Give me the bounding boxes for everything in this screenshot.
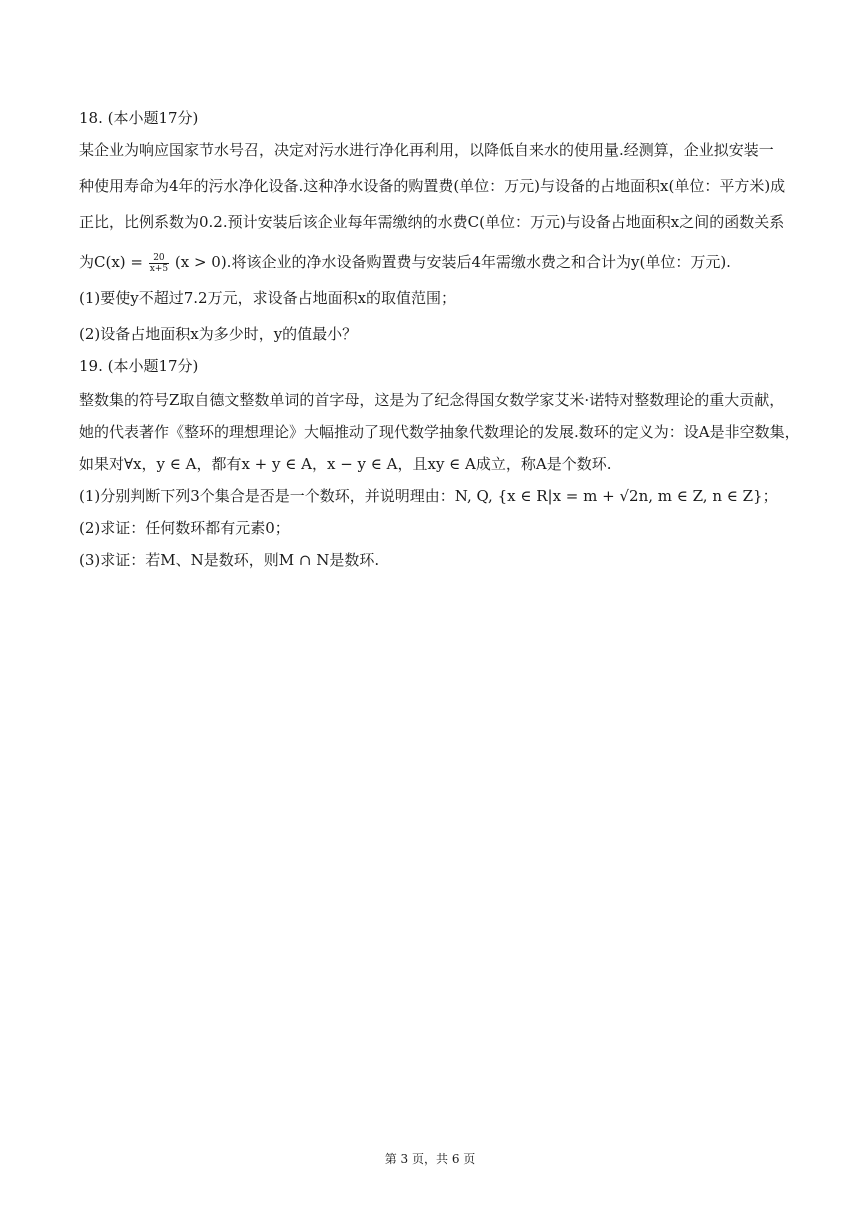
q19-subquestion-2: (2)求证：任何数环都有元素0； xyxy=(79,519,290,537)
q18-paragraph-line-3: 正比，比例系数为0.2.预计安装后该企业每年需缴纳的水费C(单位：万元)与设备占地面积x之间的函数关系 xyxy=(79,213,785,231)
q18-paragraph-line-1: 某企业为响应国家节水号召，决定对污水进行净化再利用，以降低自来水的使用量.经测算，企业拟安装一 xyxy=(79,141,774,159)
q18-paragraph-line-2: 种使用寿命为4年的污水净化设备.这种净水设备的购置费(单位：万元)与设备的占地面积x(单位：平方米)成 xyxy=(79,177,786,195)
q18-line4-prefix: 为C(x) = xyxy=(79,253,148,271)
q19-paragraph-line-1: 整数集的符号Z取自德文整数单词的首字母，这是为了纪念得国女数学家艾米·诺特对整数理论的重大贡献， xyxy=(79,391,785,409)
fraction-denominator: x+5 xyxy=(149,263,169,274)
q19-subquestion-1: (1)分别判断下列3个集合是否是一个数环，并说明理由：N, Q, {x ∈ R|x = m + √2n, m ∈ Z, n ∈ Z}； xyxy=(79,487,778,505)
q19-subquestion-3: (3)求证：若M、N是数环，则M ∩ N是数环. xyxy=(79,551,380,569)
q18-paragraph-line-4 xyxy=(79,252,731,274)
q18-line4-suffix: (x > 0).将该企业的净水设备购置费与安装后4年需缴水费之和合计为y(单位：万元). xyxy=(170,253,731,271)
q18-subquestion-1: (1)要使y不超过7.2万元，求设备占地面积x的取值范围； xyxy=(79,289,457,307)
q18-heading: 18. (本小题17分) xyxy=(79,109,199,127)
page-footer: 第 3 页，共 6 页 xyxy=(384,1152,476,1166)
q19-paragraph-line-3: 如果对∀x，y ∈ A，都有x + y ∈ A，x − y ∈ A，且xy ∈ A成立，称A是个数环. xyxy=(79,455,612,473)
cost-function-fraction xyxy=(149,253,169,274)
q19-paragraph-line-2: 她的代表著作《整环的理想理论》大幅推动了现代数学抽象代数理论的发展.数环的定义为：设A是非空数集， xyxy=(79,423,800,441)
fraction-numerator: 20 xyxy=(149,253,169,264)
q18-subquestion-2: (2)设备占地面积x为多少时，y的值最小？ xyxy=(79,325,358,343)
q19-heading: 19. (本小题17分) xyxy=(79,357,199,375)
